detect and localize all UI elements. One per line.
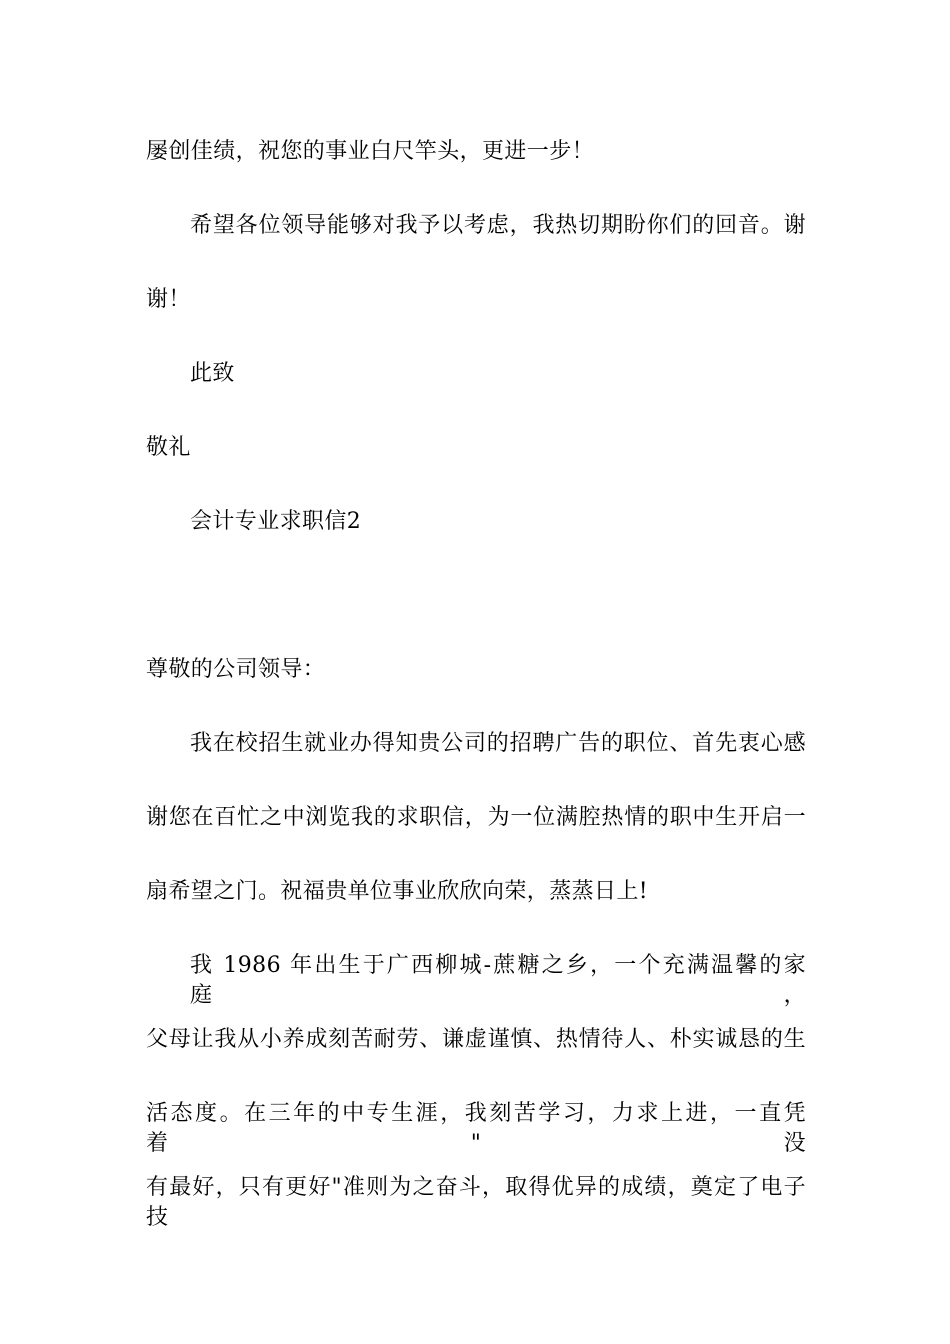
text-line: 有最好，只有更好"准则为之奋斗，取得优异的成绩，奠定了电子技: [146, 1175, 806, 1230]
text-line: 活态度。在三年的中专生涯，我刻苦学习，力求上进，一直凭着"没: [146, 1101, 806, 1156]
text-line: 屡创佳绩，祝您的事业白尺竿头，更进一步！: [146, 139, 595, 164]
text-line: 扇希望之门。祝福贵单位事业欣欣向荣，蒸蒸日上!: [146, 879, 649, 904]
text-line: 谢您在百忙之中浏览我的求职信，为一位满腔热情的职中生开启一: [146, 805, 806, 830]
text-line: 我 1986 年出生于广西柳城-蔗糖之乡，一个充满温馨的家庭，: [190, 953, 806, 1008]
text-line: 希望各位领导能够对我予以考虑，我热切期盼你们的回音。谢: [190, 213, 806, 238]
section-title: 会计专业求职信2: [190, 509, 362, 534]
text-line: 我在校招生就业办得知贵公司的招聘广告的职位、首先衷心感: [190, 731, 806, 756]
salutation-regards: 敬礼: [146, 435, 191, 460]
text-line: 谢！: [146, 287, 191, 312]
letter-greeting: 尊敬的公司领导：: [146, 657, 326, 682]
text-line: 父母让我从小养成刻苦耐劳、谦虚谨慎、热情待人、朴实诚恳的生: [146, 1027, 806, 1052]
salutation-closing: 此致: [190, 361, 235, 386]
